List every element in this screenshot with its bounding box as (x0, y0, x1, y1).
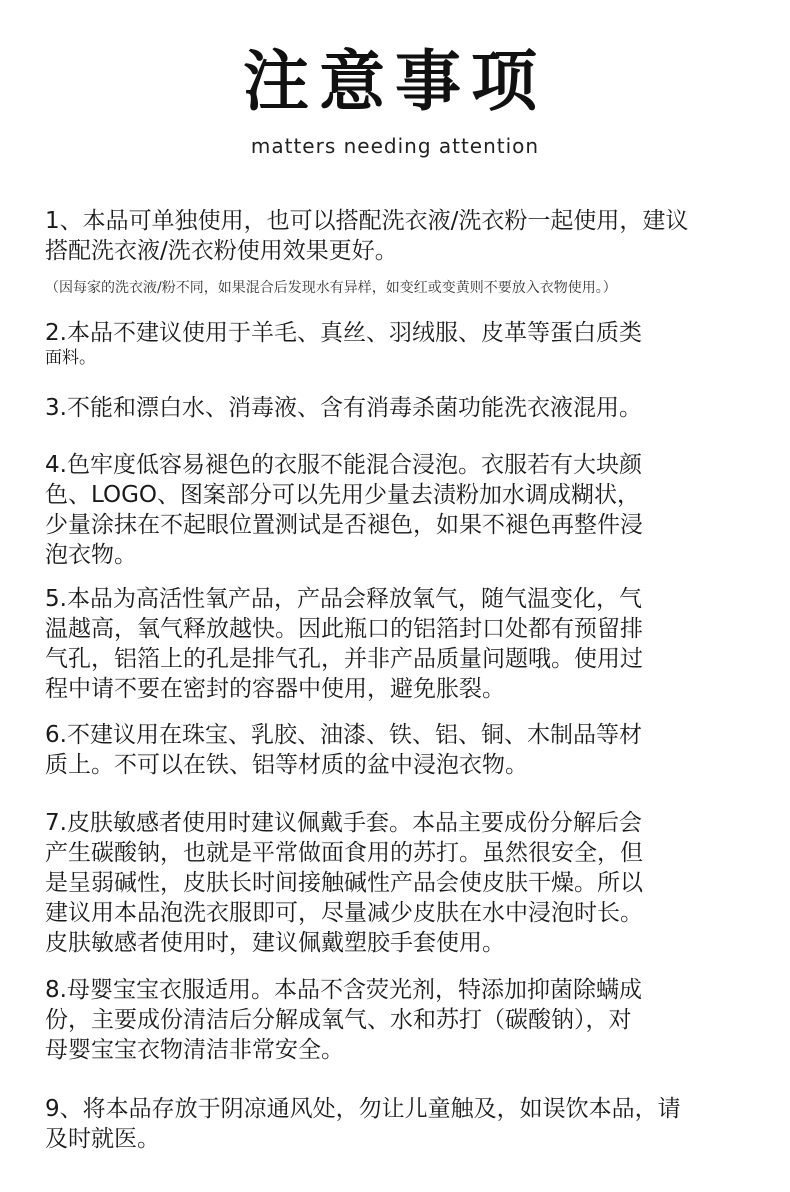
notice-line: 产生碳酸钠，也就是平常做面食用的苏打。虽然很安全，但 (45, 840, 643, 866)
notice-line: 色、LOGO、图案部分可以先用少量去渍粉加水调成糊状， (45, 482, 641, 508)
notice-line: 5.本品为高活性氧产品，产品会释放氧气，随气温变化，气 (45, 586, 642, 612)
notice-line: 质上。不可以在铁、铝等材质的盆中浸泡衣物。 (45, 752, 528, 778)
page-title: 注意事项 (243, 43, 547, 120)
notice-line: 9、将本品存放于阴凉通风处，勿让儿童触及，如误饮本品，请 (45, 1096, 681, 1122)
notice-line: 3.不能和漂白水、消毒液、含有消毒杀菌功能洗衣液混用。 (45, 395, 642, 421)
notice-item-9 (45, 1094, 750, 1154)
notice-line: 4.色牢度低容易褪色的衣服不能混合浸泡。衣服若有大块颜 (45, 452, 642, 478)
notice-item-6 (45, 720, 750, 780)
notice-line: 母婴宝宝衣物清洁非常安全。 (45, 1037, 344, 1063)
notice-line: 6.不建议用在珠宝、乳胶、油漆、铁、铝、铜、木制品等材 (45, 722, 642, 748)
notice-line: 泡衣物。 (45, 542, 137, 568)
page-subtitle: matters needing attention (250, 134, 540, 158)
notice-item-8 (45, 975, 750, 1065)
notice-line: 皮肤敏感者使用时，建议佩戴塑胶手套使用。 (45, 930, 505, 956)
notice-line: 搭配洗衣液/洗衣粉使用效果更好。 (45, 238, 398, 264)
notice-item-5 (45, 584, 750, 704)
notice-line: 2.本品不建议使用于羊毛、真丝、羽绒服、皮革等蛋白质类 (45, 320, 642, 346)
notice-line: 及时就医。 (45, 1126, 160, 1152)
notice-line: 温越高，氧气释放越快。因此瓶口的铝箔封口处都有预留排 (45, 616, 643, 642)
notice-item-3 (45, 393, 750, 423)
notice-line: 建议用本品泡洗衣服即可，尽量减少皮肤在水中浸泡时长。 (45, 900, 643, 926)
notice-item-4 (45, 450, 750, 570)
notice-line: 1、本品可单独使用，也可以搭配洗衣液/洗衣粉一起使用，建议 (45, 208, 689, 234)
notice-line: 气孔，铝箔上的孔是排气孔，并非产品质量问题哦。使用过 (45, 646, 643, 672)
notice-line: 8.母婴宝宝衣服适用。本品不含荧光剂，特添加抑菌除螨成 (45, 977, 642, 1003)
notice-item-1 (45, 206, 750, 266)
notice-line: 份，主要成份清洁后分解成氧气、水和苏打（碳酸钠），对 (45, 1007, 632, 1033)
notice-line: 面料。 (45, 348, 96, 368)
notice-line: 是呈弱碱性，皮肤长时间接触碱性产品会使皮肤干燥。所以 (45, 870, 643, 896)
notice-line: 7.皮肤敏感者使用时建议佩戴手套。本品主要成份分解后会 (45, 810, 642, 836)
notice-item-2 (45, 318, 750, 368)
notice-line: 程中请不要在密封的容器中使用，避免胀裂。 (45, 676, 505, 702)
notice-item-1-note: （因每家的洗衣液/粉不同，如果混合后发现水有异样，如变红或变黄则不要放入衣物使用。） (45, 280, 617, 296)
notice-item-7 (45, 808, 750, 958)
notice-line: 少量涂抹在不起眼位置测试是否褪色，如果不褪色再整件浸 (45, 512, 643, 538)
